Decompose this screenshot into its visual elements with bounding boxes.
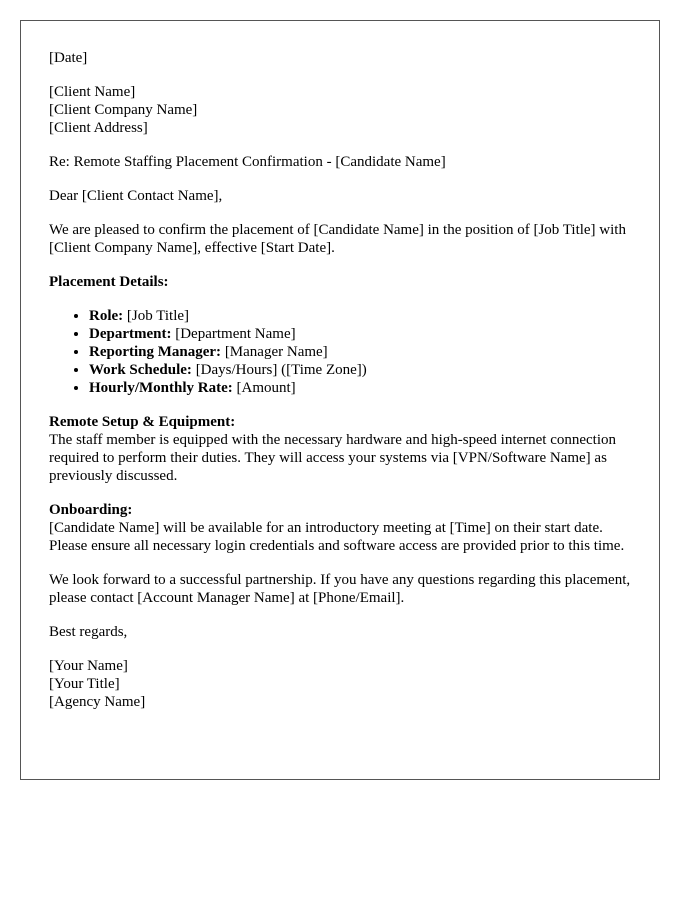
placement-details-list [49, 307, 631, 397]
list-item [89, 361, 631, 379]
letter-page [20, 20, 660, 780]
detail-label-work-schedule: Work Schedule: [89, 362, 192, 378]
list-item [89, 343, 631, 361]
list-item [89, 325, 631, 343]
detail-value-department: [Department Name] [171, 326, 296, 342]
detail-label-rate: Hourly/Monthly Rate: [89, 380, 233, 396]
letter-date: [Date] [49, 50, 88, 66]
letter-intro: We are pleased to confirm the placement of [Candidate Name] in the position of [Job Title] with [Client Company Name], effective [Start Date]. [49, 222, 626, 256]
recipient-address: [Client Address] [49, 120, 148, 136]
onboarding-heading: Onboarding: [49, 502, 133, 518]
letter-subject: Re: Remote Staffing Placement Confirmation - [Candidate Name] [49, 154, 446, 170]
detail-label-reporting-manager: Reporting Manager: [89, 344, 222, 360]
detail-label-department: Department: [89, 326, 172, 342]
remote-setup-heading: Remote Setup & Equipment: [49, 414, 236, 430]
recipient-name: [Client Name] [49, 84, 136, 100]
letter-salutation: Dear [Client Contact Name], [49, 188, 223, 204]
recipient-block [49, 83, 631, 137]
list-item [89, 307, 631, 325]
recipient-company: [Client Company Name] [49, 102, 198, 118]
signature-title: [Your Title] [49, 676, 120, 692]
sign-off: Best regards, [49, 624, 128, 640]
detail-value-work-schedule: [Days/Hours] ([Time Zone]) [191, 362, 367, 378]
signature-name: [Your Name] [49, 658, 128, 674]
remote-setup-section [49, 413, 631, 485]
detail-value-role: [Job Title] [123, 308, 190, 324]
onboarding-body: [Candidate Name] will be available for an introductory meeting at [Time] on their start date. Please ensure all necessary login credentials and software access are provided prior to this time. [49, 520, 625, 554]
placement-details-heading: Placement Details: [49, 274, 169, 290]
signature-agency: [Agency Name] [49, 694, 146, 710]
signature-block [49, 657, 631, 711]
detail-value-rate: [Amount] [232, 380, 296, 396]
detail-value-reporting-manager: [Manager Name] [221, 344, 328, 360]
detail-label-role: Role: [89, 308, 124, 324]
remote-setup-body: The staff member is equipped with the necessary hardware and high-speed internet connection required to perform their duties. They will access your systems via [VPN/Software Name] as previously discussed. [49, 432, 617, 484]
list-item [89, 379, 631, 397]
closing-paragraph: We look forward to a successful partnership. If you have any questions regarding this placement, please contact [Account Manager Name] at [Phone/Email]. [49, 572, 631, 606]
onboarding-section [49, 501, 631, 555]
